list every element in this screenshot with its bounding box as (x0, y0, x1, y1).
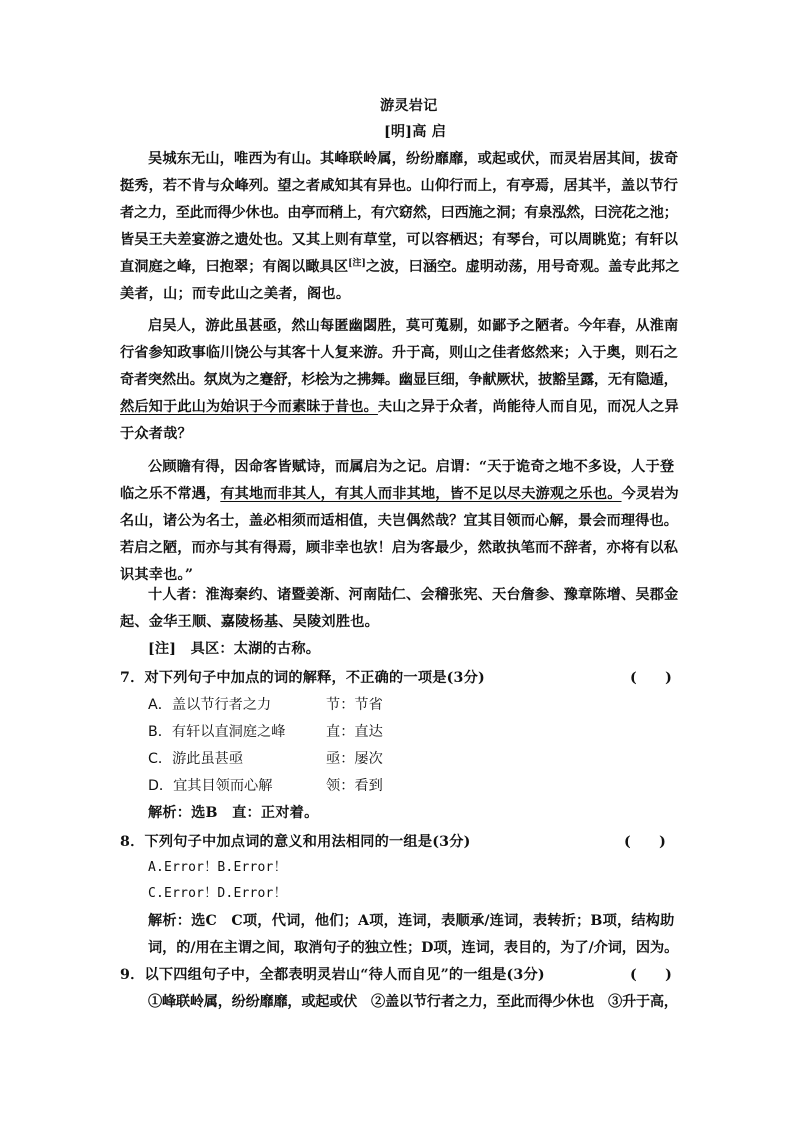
option-line: C.Error！D.Error！ (148, 886, 287, 901)
option-d-gloss: 领：看到 (326, 778, 383, 794)
option-line: A.Error！B.Error！ (148, 860, 287, 875)
text-line: 者之力，至此而得少休也。由亭而稍上，有穴窈然，曰西施之洞；有泉泓然，曰浣花之池； (120, 205, 678, 221)
passage-author: [明]高 启 (384, 124, 447, 140)
question-stem: 9．以下四组句子中，全都表明灵岩山“待人而自见”的一组是(3分) (120, 967, 545, 983)
text-line: 奇者突然出。氛岚为之蹇舒，杉桧为之拂舞。幽显巨细，争献厥状，披豁呈露，无有隐遁， (120, 372, 678, 388)
answer-analysis: 词，的/用在主谓之间，取消句子的独立性；D项，连词，表目的，为了/介词，因为。 (148, 940, 679, 956)
text-line (120, 484, 679, 504)
question-sentences: ①峰联岭属，纷纷靡靡，或起或伏 ②盖以节行者之力，至此而得少休也 ③升于高， (148, 994, 678, 1010)
option-a-gloss: 节：节省 (326, 697, 383, 713)
text-line: 启吴人，游此虽甚亟，然山每匿幽閟胜，莫可蒐剔，如鄙予之陋者。今年春，从淮南 (148, 318, 679, 334)
footnote-marker: [注] (348, 258, 366, 269)
answer-analysis: 解析：选C C项，代词，他们；A项，连词，表顺承/连词，表转折；B项，结构助 (148, 913, 675, 929)
text-line: 挺秀，若不肯与众峰列。望之者咸知其有异也。山仰行而上，有亭焉，居其半，盖以节行 (120, 178, 679, 194)
text-line: 皆吴王夫差宴游之遗处也。又其上则有草堂，可以容栖迟；有琴台，可以周眺览；有轩以 (120, 232, 679, 248)
text-line: 若启之陋，而亦与其有得焉，顾非幸也欤！启为客最少，然敢执笔而不辞者，亦将有以私 (120, 540, 679, 556)
text-line: 吴城东无山，唯西为有山。其峰联岭属，纷纷靡靡，或起或伏，而灵岩居其间，拔奇 (148, 151, 679, 167)
answer-blank: ( ) (624, 834, 666, 850)
text-line: 美者，山；而专此山之美者，阁也。 (120, 286, 351, 302)
text-line (120, 257, 679, 277)
text-line (120, 397, 679, 417)
text-segment: 今灵岩为 (621, 486, 679, 502)
option-c-gloss: 亟：屡次 (326, 751, 383, 767)
answer-analysis: 解析：选B 直：正对着。 (148, 805, 319, 821)
option-b: B．有轩以直洞庭之峰 (148, 724, 286, 740)
text-line: 行省参知政事临川饶公与其客十人复来游。升于高，则山之佳者悠然来；入于奥，则石之 (120, 345, 679, 361)
text-segment: 直洞庭之峰，曰抱翠；有阁以瞰具区 (120, 259, 349, 275)
question-stem: 7．对下列句子中加点的词的解释，不正确的一项是(3分) (120, 670, 485, 686)
text-line: 十人者：淮海秦约、诸暨姜渐、河南陆仁、会稽张宪、天台詹参、豫章陈增、吴郡金 (148, 587, 679, 603)
answer-blank: ( ) (630, 670, 672, 686)
text-segment: 临之乐不常遇， (120, 486, 221, 502)
text-line: 起、金华王顺、嘉陵杨基、吴陵刘胜也。 (120, 614, 379, 630)
question-stem: 8．下列句子中加点词的意义和用法相同的一组是(3分) (120, 834, 471, 850)
text-line: 识其幸也。” (120, 567, 194, 583)
text-line: 名山，诸公为名士，盖必相须而适相值，夫岂偶然哉？宜其目领而心解，景会而理得也。 (120, 513, 679, 529)
underlined-sentence: 有其地而非其人，有其人而非其地，皆不足以尽夫游观之乐也。 (220, 486, 622, 502)
footnote: [注] 具区：太湖的古称。 (148, 641, 321, 657)
answer-blank: ( ) (630, 967, 672, 983)
text-line: 公顾瞻有得，因命客皆赋诗，而属启为之记。启谓：“天于诡奇之地不多设，人于登 (148, 459, 675, 475)
text-segment: 之波，曰涵空。虚明动荡，用号奇观。盖专此邦之 (365, 259, 680, 275)
option-c: C．游此虽甚亟 (148, 751, 244, 767)
text-segment: 夫山之异于众者，尚能待人而自见，而况人之异 (377, 399, 679, 415)
text-line: 于众者哉？ (120, 426, 192, 442)
underlined-sentence: 然后知于此山为始识于今而素昧于昔也。 (120, 399, 378, 415)
passage-title: 游灵岩记 (380, 98, 438, 114)
option-a: A．盖以节行者之力 (148, 697, 272, 713)
option-d: D．宜其目领而心解 (148, 778, 273, 794)
option-b-gloss: 直：直达 (326, 724, 383, 740)
